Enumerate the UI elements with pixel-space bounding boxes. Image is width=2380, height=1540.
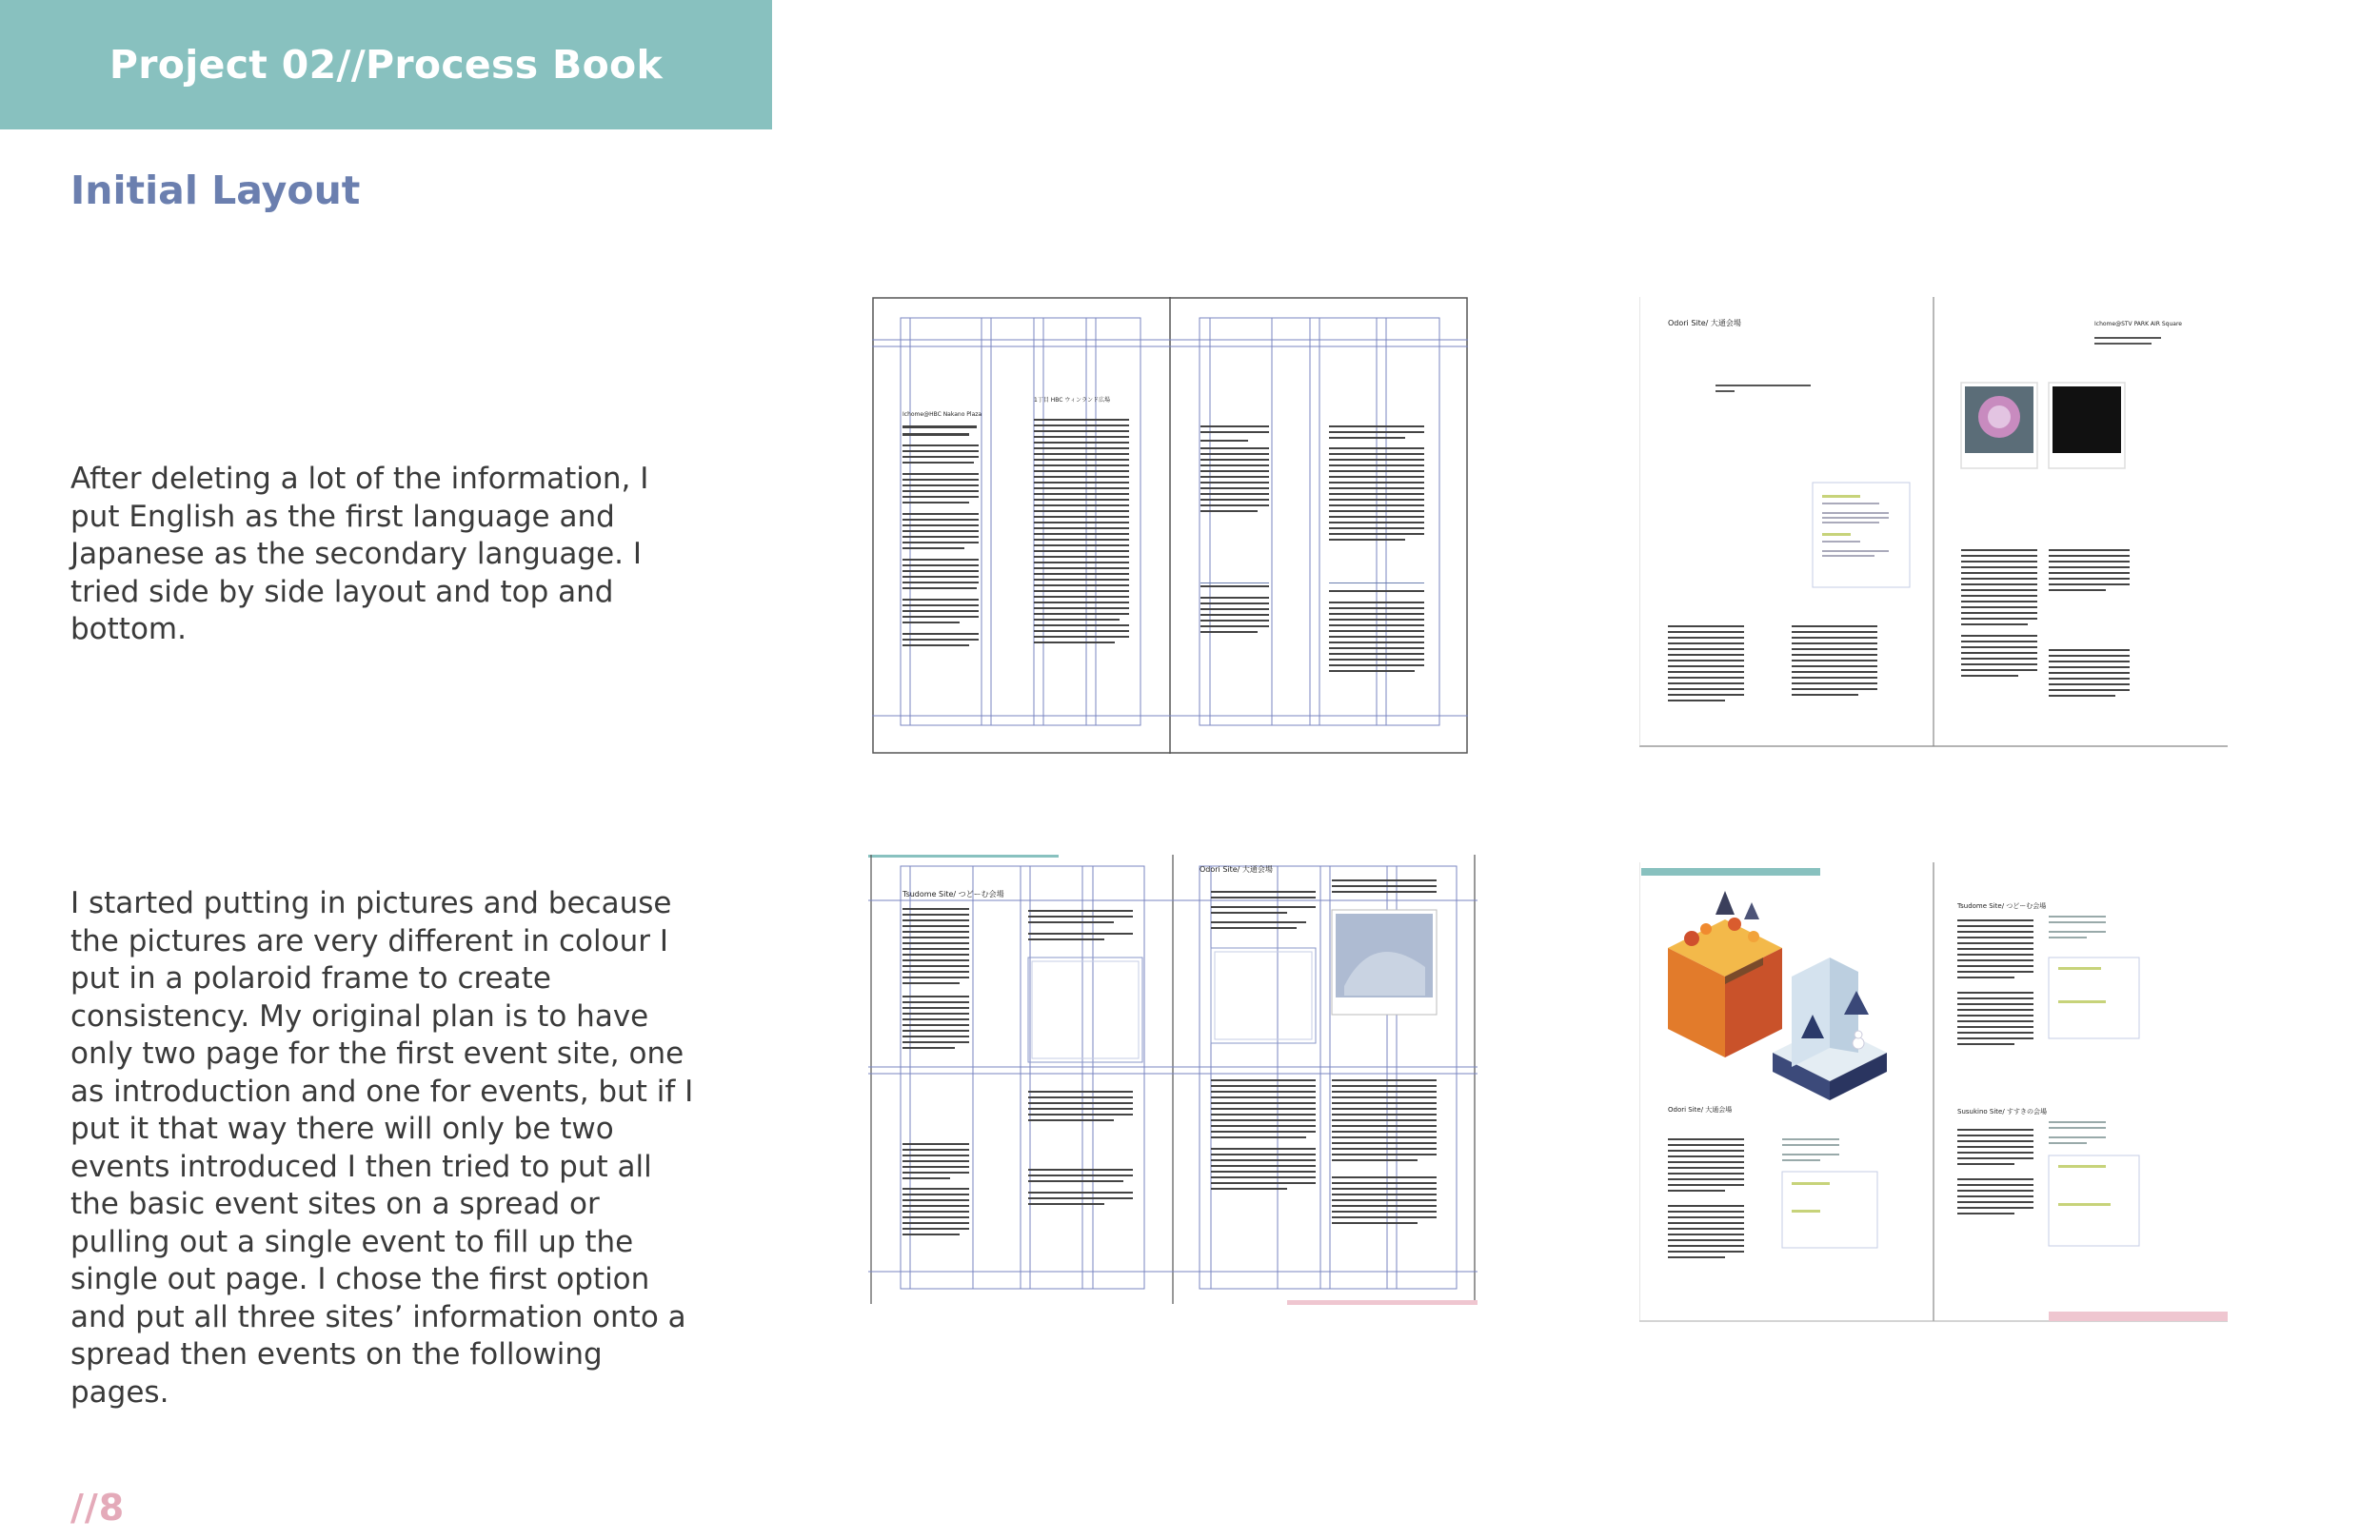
spread-polaroid-layout-graphic [1639, 297, 2228, 752]
spread4-heading-mid: Susukino Site/ すすきの会場 [1957, 1108, 2047, 1116]
spread-text-layout-graphic [872, 297, 1468, 754]
spread4-heading-top: Tsudome Site/ つどーむ会場 [1957, 902, 2047, 910]
paragraph-layout-notes: After deleting a lot of the information, I put English as the first language and Japanese as the secondary language. I tried side by side layout and top and bottom. [70, 462, 649, 646]
spread3-heading-right: Odori Site/ 大通会場 [1200, 865, 1273, 874]
spread-text-layout [872, 297, 1468, 754]
spread-illustration-layout-graphic [1639, 862, 2228, 1325]
spread4-heading-left: Odori Site/ 大通会場 [1668, 1106, 1733, 1114]
spread-grid-events [868, 853, 1478, 1313]
spread-illustration-layout [1639, 862, 2228, 1325]
paragraph-picture-notes: I started putting in pictures and because the pictures are very different in colour I put in a polaroid frame to create consistency. My original plan is to have only two page for the first event site, one as introduction and one for events, but if I put it that way there will only be two events introduced I then tried to put all the basic event sites on a spread or pulling out a single event to fill up the single out page. I chose the first option and put all three sites’ information onto a spread then events on the following pages. [70, 886, 694, 1410]
section-title: Initial Layout [70, 168, 361, 213]
spread2-heading-right: Ichome@STV PARK AIR Square [2094, 321, 2182, 327]
spread1-heading: Ichome@HBC Nakano Plaza [902, 411, 982, 418]
page-number: //8 [70, 1487, 126, 1529]
spread2-heading: Odori Site/ 大通会場 [1668, 319, 1741, 327]
spread3-heading-left: Tsudome Site/ つどーむ会場 [902, 890, 1004, 898]
spread-grid-events-graphic [868, 853, 1478, 1313]
spread1-heading-jp: 1丁目 HBC ウィンランド広場 [1034, 397, 1110, 404]
spread-polaroid-layout [1639, 297, 2228, 752]
page-header-title: Project 02//Process Book [109, 42, 664, 88]
